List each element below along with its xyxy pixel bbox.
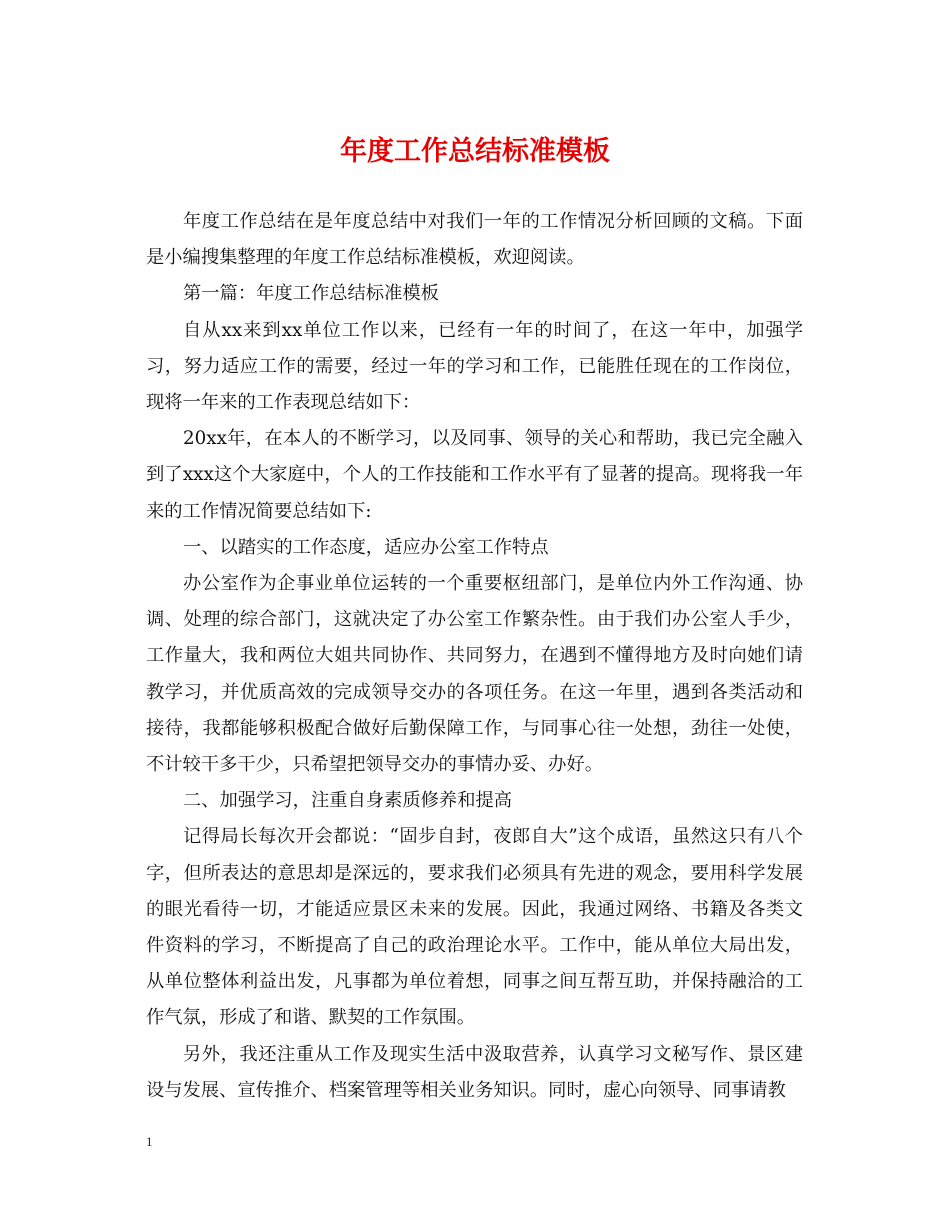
paragraph: 自从xx来到xx单位工作以来，已经有一年的时间了，在这一年中，加强学习，努力适应工作的需要，经过一年的学习和工作，已能胜任现在的工作岗位，现将一年来的工作表现总结如下： [146, 319, 803, 414]
paragraph: 记得局长每次开会都说：“固步自封，夜郎自大”这个成语，虽然这只有八个字，但所表达的意思却是深远的，要求我们必须具有先进的观念，要用科学发展的眼光看待一切，才能适应景区未来的发展。因此，我通过网络、书籍及各类文件资料的学习，不断提高了自己的政治理论水平。工作中，能从单位大局出发，从单位整体利益出发，凡事都为单位着想，同事之间互帮互助，并保持融洽的工作气氛，形成了和谐、默契的工作氛围。 [146, 826, 803, 1029]
page-number: 1 [146, 1134, 153, 1149]
subheading-two: 二、加强学习，注重自身素质修养和提高 [183, 790, 513, 812]
section-heading-part-one: 第一篇：年度工作总结标准模板 [183, 283, 439, 305]
paragraph: 20xx年，在本人的不断学习，以及同事、领导的关心和帮助，我已完全融入到了xxx这个大家庭中，个人的工作技能和工作水平有了显著的提高。现将我一年来的工作情况简要总结如下: [146, 428, 803, 522]
paragraph: 另外，我还注重从工作及现实生活中汲取营养，认真学习文秘写作、景区建设与发展、宣传推介、档案管理等相关业务知识。同时，虚心向领导、同事请教 [146, 1043, 803, 1101]
subheading-one: 一、以踏实的工作态度，适应办公室工作特点 [183, 536, 549, 558]
document-body [146, 204, 803, 1109]
document-title: 年度工作总结标准模板 [340, 136, 610, 167]
paragraph: 办公室作为企事业单位运转的一个重要枢纽部门，是单位内外工作沟通、协调、处理的综合部门，这就决定了办公室工作繁杂性。由于我们办公室人手少，工作量大，我和两位大姐共同协作、共同努力，在遇到不懂得地方及时向她们请教学习，并优质高效的完成领导交办的各项任务。在这一年里，遇到各类活动和接待，我都能够积极配合做好后勤保障工作，与同事心往一处想，劲往一处使，不计较干多干少，只希望把领导交办的事情办妥、办好。 [146, 573, 803, 776]
paragraph-intro: 年度工作总结在是年度总结中对我们一年的工作情况分析回顾的文稿。下面是小编搜集整理的年度工作总结标准模板，欢迎阅读。 [146, 211, 803, 269]
